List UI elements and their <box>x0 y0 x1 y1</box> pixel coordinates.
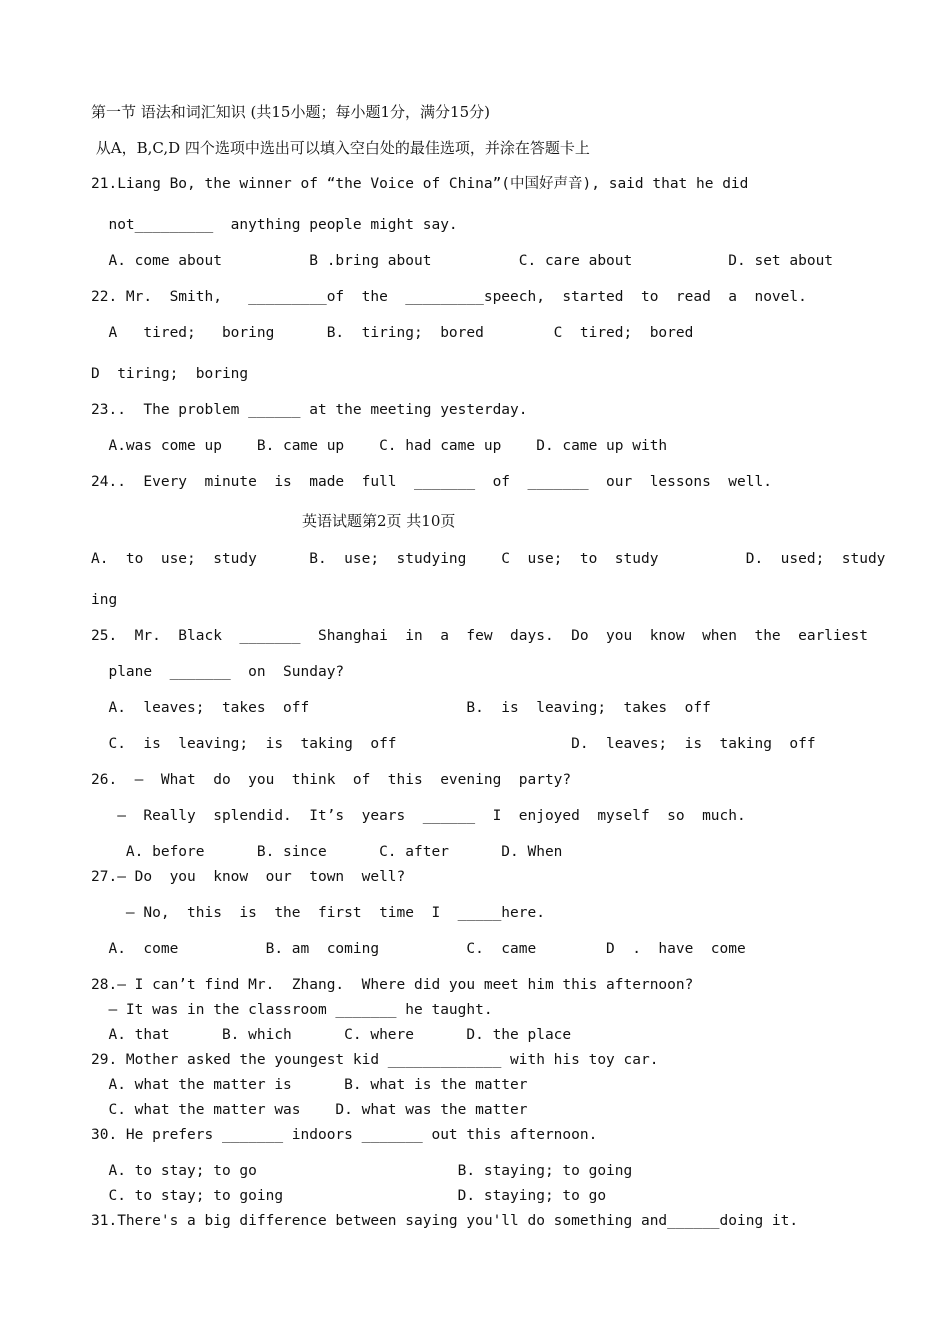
question-26-reply: — Really splendid. It’s years ______ I enjoyed myself so much. <box>91 808 746 824</box>
question-25-options-ab: A. leaves; takes off B. is leaving; takes off <box>91 700 711 716</box>
question-23-stem: 23.. The problem ______ at the meeting yesterday. <box>91 402 528 418</box>
question-27-reply: — No, this is the first time I _____here. <box>91 905 545 921</box>
question-25-stem-cont: plane _______ on Sunday? <box>91 664 345 680</box>
question-25-options-cd: C. is leaving; is taking off D. leaves; is taking off <box>91 736 816 752</box>
question-24-stem: 24.. Every minute is made full _______ of _______ our lessons well. <box>91 474 772 490</box>
question-26-options: A. before B. since C. after D. When <box>91 844 563 860</box>
question-30-options-ab: A. to stay; to go B. staying; to going <box>91 1163 633 1179</box>
question-29-options-ab: A. what the matter is B. what is the matter <box>91 1077 528 1093</box>
question-31-stem: 31.There's a big difference between saying you'll do something and______doing it. <box>91 1213 799 1229</box>
question-24-options-cont: ing <box>91 592 118 608</box>
question-23-options: A.was come up B. came up C. had came up D. came up with <box>91 438 668 454</box>
instructions: 从A，B,C,D 四个选项中选出可以填入空白处的最佳选项，并涂在答题卡上 <box>91 139 590 157</box>
question-26-stem: 26. — What do you think of this evening party? <box>91 772 572 788</box>
question-28-stem: 28.— I can’t find Mr. Zhang. Where did you meet him this afternoon? <box>91 977 694 993</box>
section-header: 第一节 语法和词汇知识 (共15小题；每小题1分，满分15分) <box>91 103 490 121</box>
question-25-stem: 25. Mr. Black _______ Shanghai in a few days. Do you know when the earliest <box>91 628 868 644</box>
question-30-options-cd: C. to stay; to going D. staying; to go <box>91 1188 607 1204</box>
question-29-options-cd: C. what the matter was D. what was the matter <box>91 1102 528 1118</box>
question-21-options: A. come about B .bring about C. care about D. set about <box>91 253 834 269</box>
question-21-stem: 21.Liang Bo, the winner of “the Voice of China”(中国好声音), said that he did <box>91 176 749 192</box>
question-24-options: A. to use; study B. use; studying C use; to study D. used; study <box>91 551 886 567</box>
question-22-option-d: D tiring; boring <box>91 366 249 382</box>
question-27-stem: 27.— Do you know our town well? <box>91 869 406 885</box>
question-29-stem: 29. Mother asked the youngest kid _____________ with his toy car. <box>91 1052 659 1068</box>
question-27-options: A. come B. am coming C. came D . have come <box>91 941 746 957</box>
question-30-stem: 30. He prefers _______ indoors _______ out this afternoon. <box>91 1127 598 1143</box>
question-28-reply: — It was in the classroom _______ he taught. <box>91 1002 493 1018</box>
page-footer: 英语试题第2页 共10页 <box>302 512 456 530</box>
question-28-options: A. that B. which C. where D. the place <box>91 1027 572 1043</box>
question-22-options: A tired; boring B. tiring; bored C tired; bored <box>91 325 694 341</box>
question-22-stem: 22. Mr. Smith, _________of the _________speech, started to read a novel. <box>91 289 807 305</box>
question-21-stem-cont: not_________ anything people might say. <box>91 217 458 233</box>
